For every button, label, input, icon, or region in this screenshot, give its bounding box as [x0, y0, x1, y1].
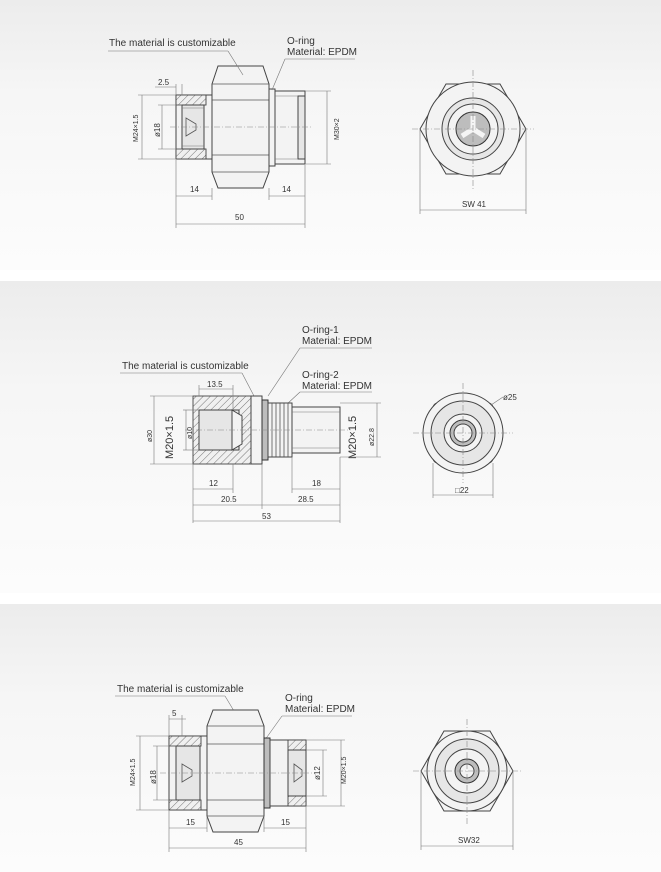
- side-view-2: [185, 396, 350, 464]
- front-view-3: [413, 719, 521, 850]
- dim-53: 53: [262, 512, 271, 521]
- dim-d18: ø18: [149, 770, 158, 784]
- drawing-panel-1: [0, 0, 661, 270]
- note-oring-material: Material: EPDM: [285, 704, 356, 715]
- dim-12: 12: [209, 479, 218, 488]
- dim-28-5: 28.5: [298, 495, 314, 504]
- dim-m20: M20×1.5: [341, 756, 348, 784]
- dim-2-5: 2.5: [158, 78, 170, 87]
- note-oring: O-ring: [287, 36, 315, 47]
- dim-18: 18: [312, 479, 321, 488]
- side-view-1: [170, 66, 312, 188]
- dim-d22-8: ø22.8: [369, 428, 376, 446]
- drawing-panel-3: [0, 604, 661, 872]
- note-oring-2: O-ring-2: [302, 370, 339, 381]
- dim-sq22: □22: [455, 486, 469, 495]
- dim-m20-left: M20×1.5: [164, 415, 176, 459]
- dim-d30: ø30: [147, 429, 154, 442]
- dim-45: 45: [234, 838, 243, 847]
- dim-sw41: SW 41: [462, 200, 487, 209]
- dim-20-5: 20.5: [221, 495, 237, 504]
- dim-d25: ø25: [503, 393, 517, 402]
- dim-14-right: 14: [282, 185, 291, 194]
- dim-15-right: 15: [281, 818, 290, 827]
- dim-m30: M30×2: [334, 118, 341, 140]
- dim-d10: ø10: [187, 426, 194, 439]
- note-oring-1-material: Material: EPDM: [302, 336, 373, 347]
- dim-50: 50: [235, 213, 244, 222]
- dim-m24: M24×1.5: [133, 114, 140, 142]
- dim-5: 5: [172, 709, 177, 718]
- dim-d12: ø12: [313, 766, 322, 780]
- note-oring: O-ring: [285, 693, 313, 704]
- note-oring-material: Material: EPDM: [287, 47, 358, 58]
- drawing-3-svg: [0, 604, 661, 872]
- dim-15-left: 15: [186, 818, 195, 827]
- front-view-1: [412, 70, 534, 214]
- drawing-2-svg: [0, 281, 661, 593]
- note-material: The material is customizable: [117, 684, 244, 695]
- dim-m20-right: M20×1.5: [347, 415, 359, 459]
- note-material: The material is customizable: [109, 38, 236, 49]
- dim-sw32: SW32: [458, 836, 480, 845]
- front-view-2: [413, 383, 517, 498]
- note-material: The material is customizable: [122, 361, 249, 372]
- dim-14-left: 14: [190, 185, 199, 194]
- note-oring-2-material: Material: EPDM: [302, 381, 373, 392]
- dim-m24: M24×1.5: [130, 758, 137, 786]
- side-view-3: [160, 710, 312, 832]
- dim-d18: ø18: [153, 123, 162, 137]
- dim-13-5: 13.5: [207, 380, 223, 389]
- drawing-1-svg: [0, 0, 661, 270]
- drawing-panel-2: [0, 281, 661, 593]
- note-oring-1: O-ring-1: [302, 325, 339, 336]
